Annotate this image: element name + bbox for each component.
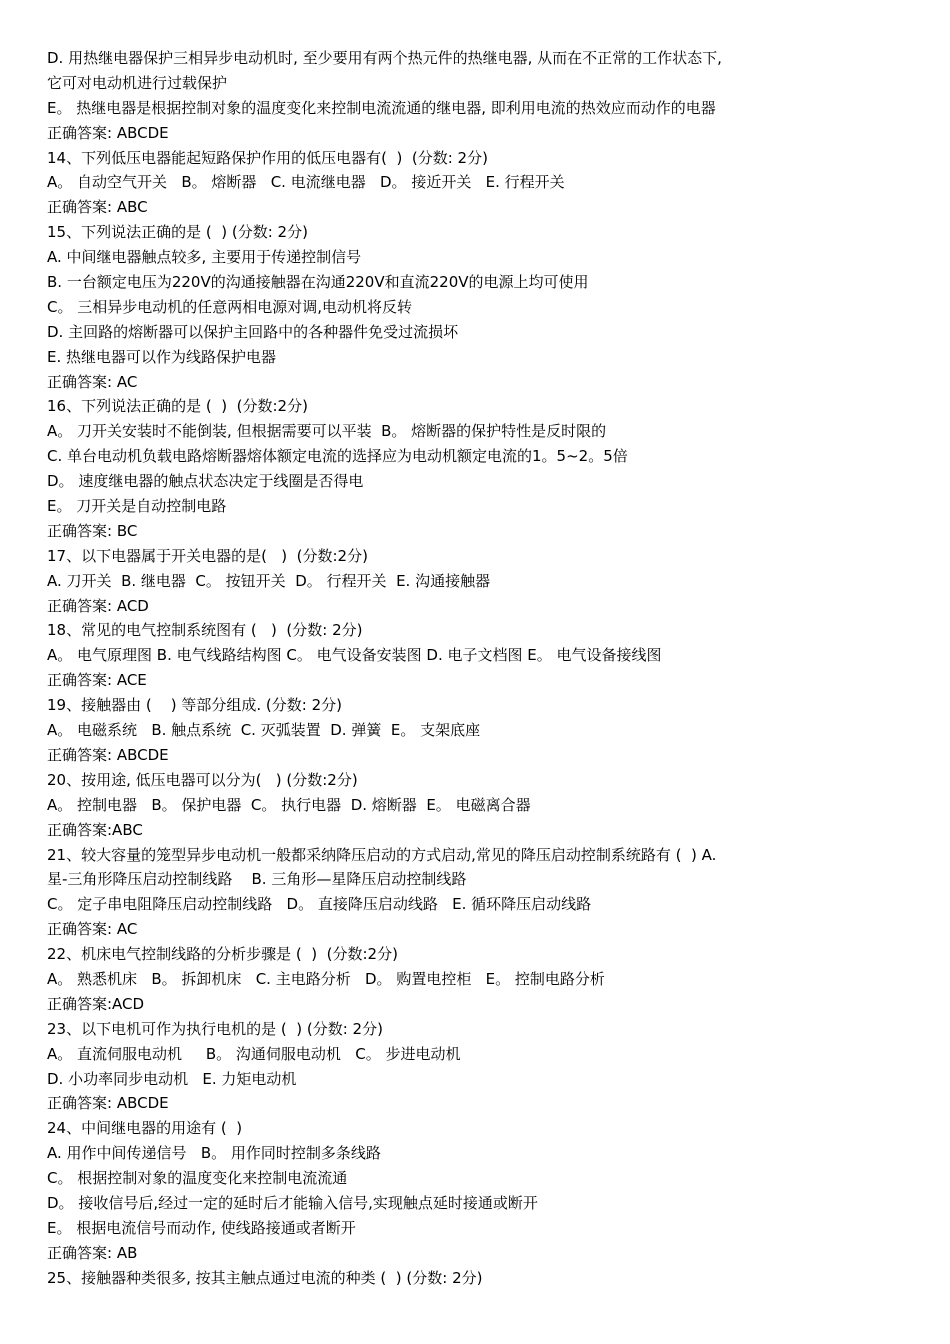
answer-line: 正确答案: AC	[47, 372, 138, 391]
options-line: E. 热继电器可以作为线路保护电器	[47, 347, 277, 366]
answer-line: 正确答案: ABCDE	[47, 123, 169, 142]
question-line: 25、接触器种类很多, 按其主触点通过电流的种类 ( ) (分数: 2分)	[47, 1268, 483, 1287]
options-line: B. 一台额定电压为220V的沟通接触器在沟通220V和直流220V的电源上均可使用	[47, 273, 589, 292]
options-line: C。 三相异步电动机的任意两相电源对调,电动机将反转	[47, 297, 413, 316]
options-line: C. 单台电动机负载电路熔断器熔体额定电流的选择应为电动机额定电流的1。5~2。5倍	[47, 447, 628, 466]
options-line: D。 接收信号后,经过一定的延时后才能输入信号,实现触点延时接通或断开	[47, 1193, 538, 1212]
options-line: A. 中间继电器触点较多, 主要用于传递控制信号	[47, 248, 362, 267]
answer-line: 正确答案: ABCDE	[47, 745, 169, 764]
answer-line: 正确答案:ACD	[47, 994, 145, 1013]
answer-line: 正确答案: ABC	[47, 198, 148, 217]
question-line: 24、中间继电器的用途有 ( )	[47, 1119, 243, 1138]
question-line: 14、下列低压电器能起短路保护作用的低压电器有( ) (分数: 2分)	[47, 148, 488, 167]
options-line: A。 直流伺服电动机 B。 沟通伺服电动机 C。 步进电动机	[47, 1044, 461, 1063]
answer-line: 正确答案: ACE	[47, 671, 147, 690]
answer-line: 正确答案:ABC	[47, 820, 143, 839]
answer-line: 正确答案: AB	[47, 1243, 138, 1262]
text-line: D. 用热继电器保护三相异步电动机时, 至少要用有两个热元件的热继电器, 从而在不正常的工作状态下,	[47, 49, 722, 67]
question-line: 18、常见的电气控制系统图有 ( ) (分数: 2分)	[47, 621, 363, 640]
text-line: 它可对电动机进行过载保护	[47, 73, 228, 92]
answer-line: 正确答案: ABCDE	[47, 1094, 169, 1113]
question-line: 16、下列说法正确的是 ( ) (分数:2分)	[47, 397, 308, 416]
options-line: A。 电磁系统 B. 触点系统 C. 灭弧装置 D. 弹簧 E。 支架底座	[47, 721, 481, 740]
answer-line: 正确答案: ACD	[47, 596, 149, 615]
options-line: E。 刀开关是自动控制电路	[47, 497, 227, 516]
options-line: A。 熟悉机床 B。 拆卸机床 C. 主电路分析 D。 购置电控柜 E。 控制电路分析	[47, 969, 605, 988]
options-line: A. 用作中间传递信号 B。 用作同时控制多条线路	[47, 1144, 381, 1163]
answer-line: 正确答案: BC	[47, 521, 138, 540]
document-page	[47, 46, 909, 1291]
options-line: A。 自动空气开关 B。 熔断器 C. 电流继电器 D。 接近开关 E. 行程开关	[47, 173, 565, 192]
options-line: A。 控制电器 B。 保护电器 C。 执行电器 D. 熔断器 E。 电磁离合器	[47, 795, 531, 814]
question-line: 22、机床电气控制线路的分析步骤是 ( ) (分数:2分)	[47, 945, 398, 964]
options-line: D。 速度继电器的触点状态决定于线圈是否得电	[47, 472, 364, 491]
question-line: 23、以下电机可作为执行电机的是 ( ) (分数: 2分)	[47, 1019, 383, 1038]
question-line: 19、接触器由 ( ) 等部分组成. (分数: 2分)	[47, 696, 343, 715]
question-line: 15、下列说法正确的是 ( ) (分数: 2分)	[47, 223, 308, 242]
options-line: E。 根据电流信号而动作, 使线路接通或者断开	[47, 1218, 356, 1237]
options-line: 星-三角形降压启动控制线路 B. 三角形—星降压启动控制线路	[47, 870, 467, 889]
options-line: C。 根据控制对象的温度变化来控制电流流通	[47, 1169, 348, 1188]
options-line: C。 定子串电阻降压启动控制线路 D。 直接降压启动线路 E. 循环降压启动线路	[47, 895, 592, 914]
options-line: D. 主回路的熔断器可以保护主回路中的各种器件免受过流损坏	[47, 322, 459, 341]
options-line: A. 刀开关 B. 继电器 C。 按钮开关 D。 行程开关 E. 沟通接触器	[47, 571, 491, 590]
options-line: D. 小功率同步电动机 E. 力矩电动机	[47, 1069, 297, 1088]
options-line: A。 刀开关安装时不能倒装, 但根据需要可以平装 B。 熔断器的保护特性是反时限的	[47, 422, 607, 441]
question-line: 17、以下电器属于开关电器的是( ) (分数:2分)	[47, 546, 368, 565]
question-line: 20、按用途, 低压电器可以分为( ) (分数:2分)	[47, 770, 358, 789]
question-line: 21、较大容量的笼型异步电动机一般都采纳降压启动的方式启动,常见的降压启动控制系统路有 ( ) A.	[47, 845, 717, 864]
text-line: E。 热继电器是根据控制对象的温度变化来控制电流流通的继电器, 即利用电流的热效应而动作的电器	[47, 98, 716, 117]
options-line: A。 电气原理图 B. 电气线路结构图 C。 电气设备安装图 D. 电子文档图 E。 电气设备接线图	[47, 646, 662, 665]
answer-line: 正确答案: AC	[47, 920, 138, 939]
